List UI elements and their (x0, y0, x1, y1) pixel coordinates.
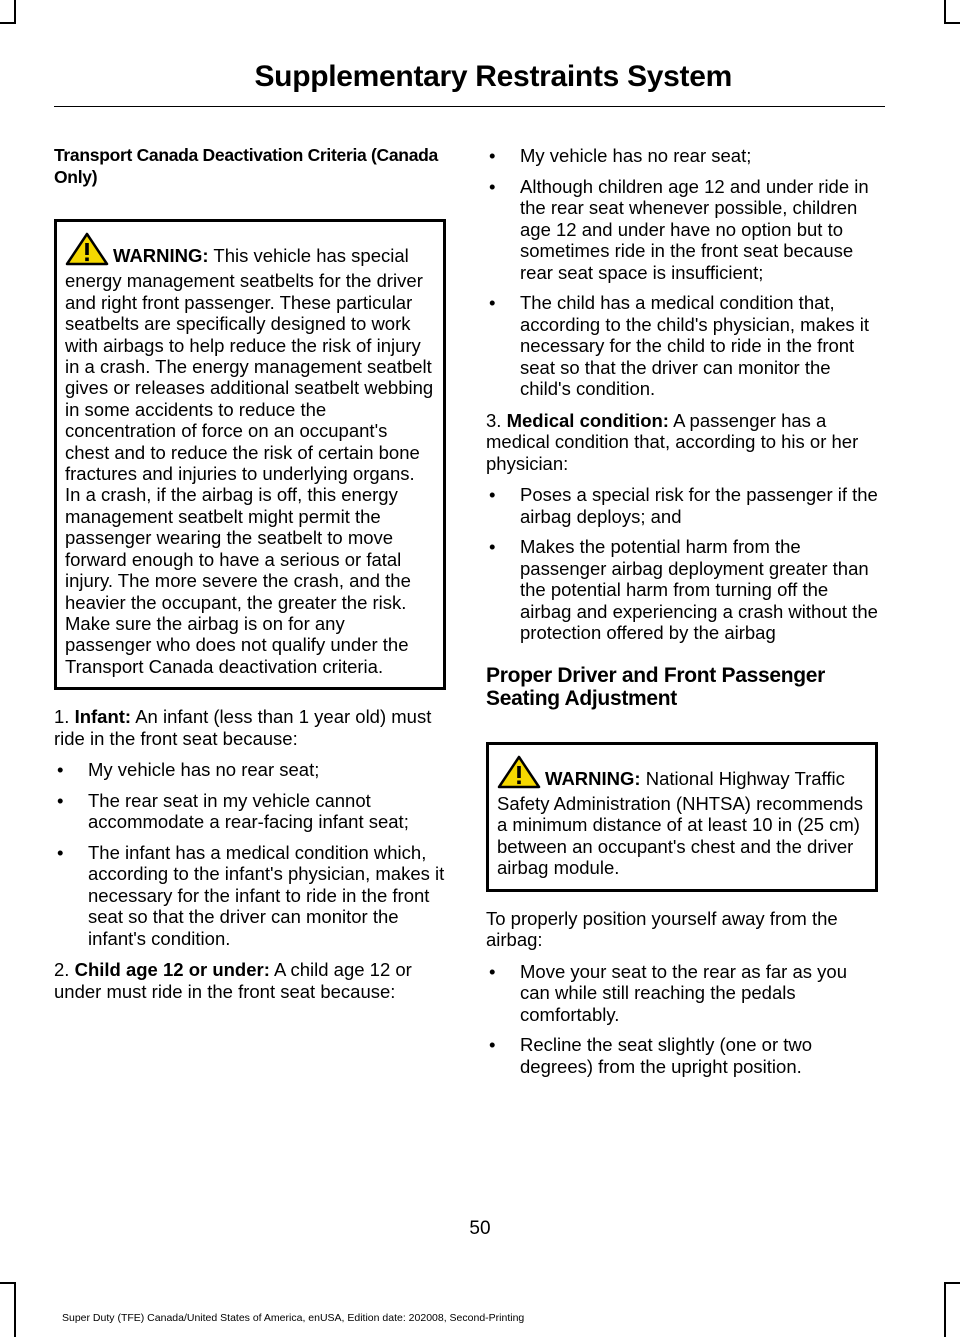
child-text: A child age 12 or under must ride in the front seat because: (54, 959, 412, 1002)
crop-mark-bottom-right-vertical (944, 1282, 946, 1337)
list-item-text: Recline the seat slightly (one or two degrees) from the upright position. (520, 1034, 813, 1077)
list-item (486, 961, 878, 1026)
item-number: 1. (54, 706, 70, 728)
item-number: 3. (486, 409, 502, 431)
list-item (486, 1034, 878, 1077)
list-item (54, 842, 446, 950)
footer-edition-info: Super Duty (TFE) Canada/United States of America, enUSA, Edition date: 202008, Second-Printing (62, 1312, 525, 1324)
child-bullet-list (486, 145, 878, 400)
list-item (486, 176, 878, 284)
page-number: 50 (469, 1218, 491, 1239)
warning-triangle-icon (65, 232, 109, 270)
list-item-text: The infant has a medical condition which, according to the infant's physician, makes it necessary for the infant to ride in the front seat so that the driver can monitor the infant's condition. (88, 841, 445, 949)
warning-label: WARNING: (113, 245, 209, 266)
bullet-glyph: • (489, 536, 496, 557)
warning-box-nhtsa (486, 742, 878, 892)
list-item (486, 536, 878, 644)
bullet-glyph: • (489, 145, 496, 166)
list-item-text: Move your seat to the rear as far as you can while still reaching the pedals comfortably. (520, 960, 847, 1025)
list-item (54, 759, 446, 781)
list-item-text: My vehicle has no rear seat; (520, 145, 752, 166)
crop-mark-bottom-right-horizontal (944, 1282, 960, 1284)
list-item-text: My vehicle has no rear seat; (88, 759, 320, 781)
list-item-text: Makes the potential harm from the passenger airbag deployment greater than the potential harm from turning off the airbag and experiencing a crash without the protection offered by the airbag (520, 536, 878, 643)
infant-label: Infant: (74, 706, 132, 728)
medical-bullet-list (486, 484, 878, 644)
list-item-text: Although children age 12 and under ride in the rear seat whenever possible, children age 12 and under have no option but to sometimes ride in the front seat because rear seat space is insufficient; (520, 175, 869, 283)
list-item (54, 790, 446, 833)
list-item (486, 292, 878, 400)
bullet-glyph: • (57, 789, 64, 811)
crop-mark-bottom-left-vertical (14, 1282, 16, 1337)
bullet-glyph: • (489, 292, 496, 313)
infant-text: An infant (less than 1 year old) must ride in the front seat because: (54, 706, 432, 749)
bullet-glyph: • (57, 841, 64, 863)
position-bullet-list (486, 961, 878, 1078)
bullet-glyph: • (57, 759, 64, 781)
paragraph-medical (486, 410, 878, 475)
list-item (486, 145, 878, 167)
section-heading-deactivation-criteria: Transport Canada Deactivation Criteria (Canada Only) (54, 145, 438, 187)
paragraph-child (54, 959, 446, 1002)
list-item-text: Poses a special risk for the passenger if the airbag deploys; and (520, 484, 878, 527)
bullet-glyph: • (489, 484, 496, 505)
right-column (486, 145, 878, 1087)
warning-triangle-icon (497, 755, 541, 793)
bullet-glyph: • (489, 1034, 496, 1056)
paragraph-infant (54, 706, 446, 749)
medical-text: A passenger has a medical condition that, according to his or her physician: (486, 409, 859, 474)
infant-bullet-list (54, 759, 446, 949)
crop-mark-top-right-vertical (944, 0, 946, 22)
child-label: Child age 12 or under: (74, 959, 270, 981)
left-column (54, 145, 446, 1012)
crop-mark-top-left-vertical (14, 0, 16, 22)
crop-mark-top-right-horizontal (944, 22, 960, 24)
warning-box-seatbelts (54, 219, 446, 690)
bullet-glyph: • (489, 960, 496, 982)
medical-label: Medical condition: (506, 409, 669, 431)
list-item (486, 484, 878, 527)
section-heading-seating-adjustment: Proper Driver and Front Passenger Seating Adjustment (486, 663, 826, 710)
item-number: 2. (54, 959, 70, 981)
bullet-glyph: • (489, 175, 496, 197)
warning-text: National Highway Traffic Safety Administration (NHTSA) recommends a minimum distance of at least 10 in (25 cm) between an occupant's chest and the driver airbag module. (497, 767, 864, 879)
crop-mark-bottom-left-horizontal (0, 1282, 16, 1284)
warning-label: WARNING: (545, 767, 641, 789)
title-divider (54, 106, 885, 107)
warning-text: This vehicle has special energy management seatbelts for the driver and right front passenger. These particular seatbelts are specifically designed to work with airbags to help reduce the risk of injury in a crash. The energy management seatbelt gives or releases additional seatbelt webbing in some accidents to reduce the concentration of force on an occupant's chest and to reduce the risk of certain bone fractures and injuries to underlying organs. In a crash, if the airbag is off, this energy management seatbelt might permit the passenger wearing the seatbelt to move forward enough to have a serious or fatal injury. The more severe the crash, and the heavier the occupant, the greater the risk. Make sure the airbag is on for any passenger who does not qualify under the Transport Canada deactivation criteria. (65, 245, 434, 677)
list-item-text: The rear seat in my vehicle cannot accommodate a rear-facing infant seat; (88, 789, 409, 833)
crop-mark-top-left-horizontal (0, 22, 16, 24)
paragraph-position-intro: To properly position yourself away from the airbag: (486, 907, 838, 951)
page-title: Supplementary Restraints System (254, 60, 732, 93)
list-item-text: The child has a medical condition that, according to the child's physician, makes it necessary for the child to ride in the front seat so that the driver can monitor the child's condition. (520, 292, 870, 399)
